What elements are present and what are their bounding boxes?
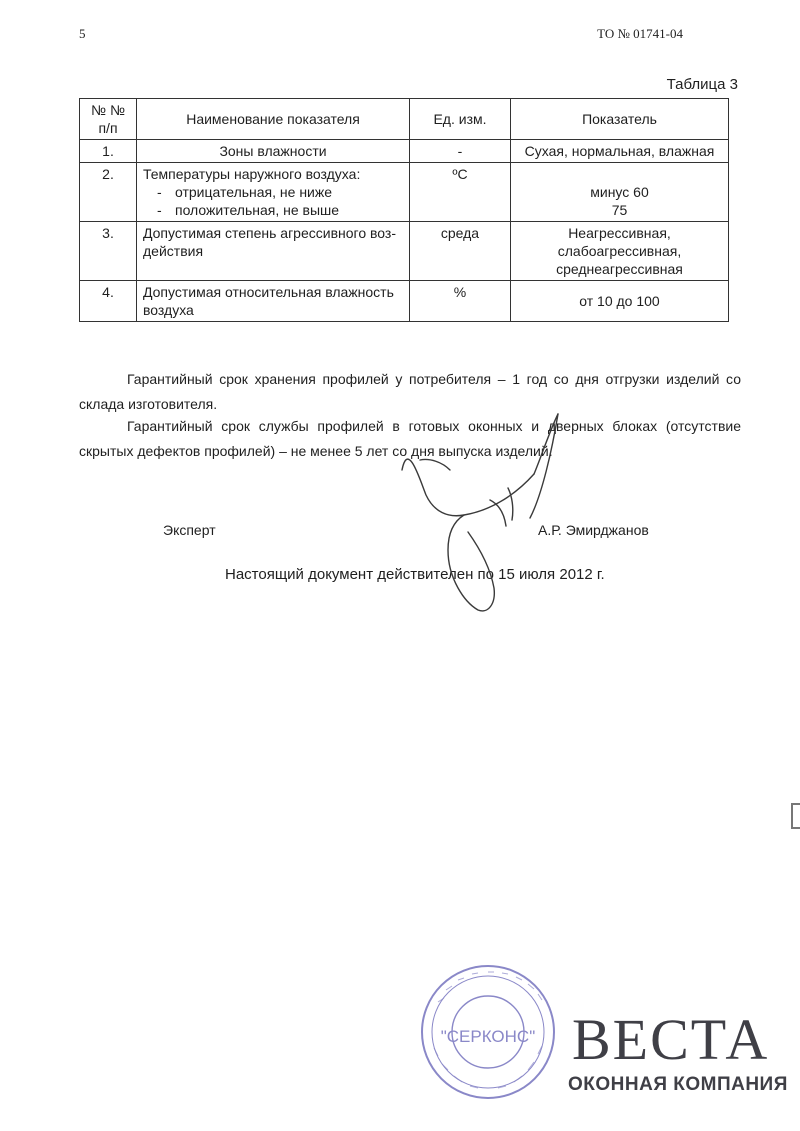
row-unit: среда xyxy=(410,222,511,281)
value-line: минус 60 xyxy=(590,184,649,200)
row-name xyxy=(137,281,410,322)
validity-statement: Настоящий документ действителен по 15 июля 2012 г. xyxy=(225,566,605,583)
sub-item-text: положительная, не выше xyxy=(175,202,340,218)
table-header-row xyxy=(80,99,729,140)
table-caption: Таблица 3 xyxy=(666,76,738,93)
row-name xyxy=(137,163,410,222)
value-line: Неагрессивная, xyxy=(568,225,671,241)
row-unit: % xyxy=(410,281,511,322)
row-unit: ºC xyxy=(410,163,511,222)
value-line: слабоагрессивная, xyxy=(557,243,682,259)
row-num: 2. xyxy=(80,163,137,222)
row-name-line: действия xyxy=(143,243,204,259)
service-warranty-paragraph: Гарантийный срок службы профилей в готовых оконных и дверных блоках (отсутствие скрытых дефектов профилей) – не менее 5 лет со дня выпуска изделий. xyxy=(79,418,741,459)
stamp-center-text: "СЕРКОНС" xyxy=(440,1027,536,1046)
company-stamp xyxy=(410,958,570,1108)
table-row xyxy=(80,163,729,222)
row-unit: - xyxy=(410,140,511,163)
company-logo-word: ВЕСТА xyxy=(572,1007,770,1072)
header-unit: Ед. изм. xyxy=(410,99,511,140)
expert-label: Эксперт xyxy=(163,522,216,538)
row-name-line: Допустимая относительная влажность xyxy=(143,284,394,300)
row-value xyxy=(511,222,729,281)
header-num: № № п/п xyxy=(80,99,137,140)
handwritten-signature xyxy=(390,400,590,620)
spec-table xyxy=(79,98,729,322)
expert-name: А.Р. Эмирджанов xyxy=(538,522,649,538)
row-num: 4. xyxy=(80,281,137,322)
storage-warranty-paragraph: Гарантийный срок хранения профилей у потребителя – 1 год со дня отгрузки изделий со склада изготовителя. xyxy=(79,371,741,412)
row-num: 1. xyxy=(80,140,137,163)
value-line: среднеагрессивная xyxy=(556,261,683,277)
sub-item-text: отрицательная, не ниже xyxy=(175,184,333,200)
row-value: Сухая, нормальная, влажная xyxy=(511,140,729,163)
row-num: 3. xyxy=(80,222,137,281)
page-number: 5 xyxy=(79,26,86,41)
document-number: ТО № 01741-04 xyxy=(597,26,683,41)
row-name-line: воздуха xyxy=(143,302,194,318)
row-name xyxy=(137,222,410,281)
header-value: Показатель xyxy=(511,99,729,140)
table-row xyxy=(80,140,729,163)
value-line: 75 xyxy=(611,202,628,218)
table-row xyxy=(80,222,729,281)
row-value: от 10 до 100 xyxy=(511,281,729,322)
scan-edge-mark xyxy=(791,803,800,829)
row-name: Зоны влажности xyxy=(137,140,410,163)
sub-item: - отрицательная, не ниже xyxy=(157,184,333,200)
row-value xyxy=(511,163,729,222)
row-name-line: Допустимая степень агрессивного воз- xyxy=(143,225,396,241)
company-logo-subtitle: ОКОННАЯ КОМПАНИЯ xyxy=(568,1074,788,1095)
table-row xyxy=(80,281,729,322)
row-name-line: Температуры наружного воздуха: xyxy=(143,166,361,182)
sub-item: - положительная, не выше xyxy=(157,202,340,218)
header-name: Наименование показателя xyxy=(137,99,410,140)
